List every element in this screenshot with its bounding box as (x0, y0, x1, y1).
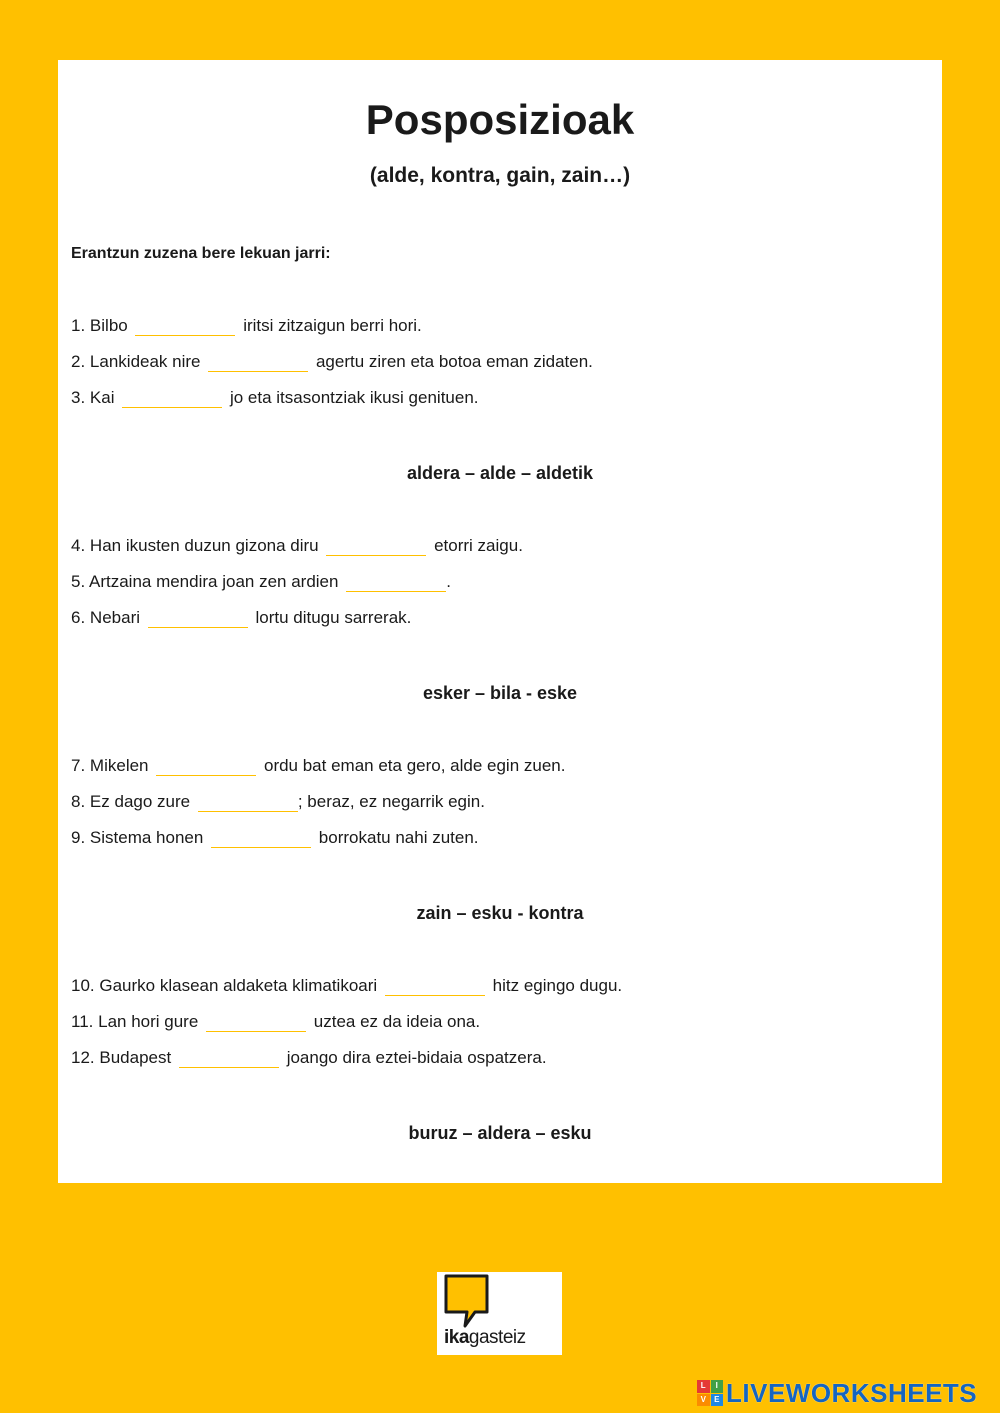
question-item (71, 1011, 480, 1033)
question-text-before: Kai (89, 388, 115, 407)
answer-blank-4[interactable] (326, 539, 426, 556)
question-text-before: Gaurko klasean aldaketa klimatikoari (99, 976, 378, 995)
question-number: 3. (71, 388, 86, 407)
question-text-after: joango dira eztei-bidaia ospatzera. (286, 1048, 547, 1067)
question-text-before: Mikelen (89, 756, 149, 775)
question-text-before: Nebari (89, 608, 141, 627)
worksheet-subtitle: (alde, kontra, gain, zain…) (369, 164, 631, 187)
question-text-before: Ez dago zure (89, 792, 191, 811)
question-item (71, 755, 565, 777)
question-item (71, 535, 523, 557)
answer-blank-2[interactable] (208, 355, 308, 372)
question-text-before: Sistema honen (89, 828, 204, 847)
question-text-before: Artzaina mendira joan zen ardien (88, 572, 339, 591)
answer-blank-3[interactable] (122, 391, 222, 408)
question-text-after: jo eta itsasontziak ikusi genituen. (229, 388, 479, 407)
answer-blank-7[interactable] (156, 759, 256, 776)
answer-blank-1[interactable] (135, 319, 235, 336)
question-text-after: hitz egingo dugu. (492, 976, 623, 995)
answer-blank-9[interactable] (211, 831, 311, 848)
question-text-after: iritsi zitzaigun berri hori. (243, 316, 422, 335)
question-text-after: agertu ziren eta botoa eman zidaten. (315, 352, 593, 371)
question-number: 11. (71, 1012, 94, 1031)
question-text-before: Budapest (99, 1048, 172, 1067)
option-group-1: aldera – alde – aldetik (406, 463, 594, 483)
question-text-after: ordu bat eman eta gero, alde egin zuen. (263, 756, 566, 775)
question-number: 1. (71, 316, 86, 335)
question-number: 2. (71, 352, 86, 371)
watermark-text: LIVEWORKSHEETS (726, 1378, 978, 1408)
question-item (71, 1047, 547, 1069)
question-number: 7. (71, 756, 86, 775)
question-number: 5. (71, 572, 86, 591)
badge-letter: I (711, 1380, 724, 1393)
logo-wordmark (444, 1327, 526, 1349)
question-text-after: . (446, 572, 451, 591)
badge-letter: L (697, 1380, 710, 1393)
question-text-before: Han ikusten duzun gizona diru (89, 536, 319, 555)
answer-blank-11[interactable] (206, 1015, 306, 1032)
logo-text-light: gasteiz (468, 1327, 526, 1348)
question-text-before: Lan hori gure (98, 1012, 199, 1031)
question-item (71, 571, 451, 593)
question-item (71, 315, 422, 337)
logo-text-bold: ika (444, 1327, 469, 1348)
question-text-after: lortu ditugu sarrerak. (255, 608, 412, 627)
option-group-4: buruz – aldera – esku (408, 1123, 592, 1143)
question-number: 8. (71, 792, 86, 811)
speech-bubble-icon (437, 1272, 562, 1332)
instruction-text: Erantzun zuzena bere lekuan jarri: (71, 245, 331, 262)
question-item (71, 351, 593, 373)
question-text-before: Lankideak nire (89, 352, 201, 371)
answer-blank-5[interactable] (346, 575, 446, 592)
worksheet-title: Posposizioak (365, 96, 635, 143)
liveworksheets-watermark (697, 1378, 977, 1408)
answer-blank-8[interactable] (198, 795, 298, 812)
question-text-after: borrokatu nahi zuten. (318, 828, 479, 847)
option-group-2: esker – bila - eske (422, 683, 578, 703)
question-number: 12. (71, 1048, 95, 1067)
question-item (71, 387, 479, 409)
question-text-after: ; beraz, ez negarrik egin. (297, 792, 485, 811)
ikagasteiz-logo (437, 1272, 562, 1355)
question-item (71, 975, 622, 997)
question-item (71, 791, 485, 813)
question-text-before: Bilbo (89, 316, 128, 335)
answer-blank-12[interactable] (179, 1051, 279, 1068)
badge-letter: V (697, 1394, 710, 1407)
question-number: 6. (71, 608, 86, 627)
question-number: 9. (71, 828, 86, 847)
live-badge-icon (697, 1380, 723, 1406)
option-group-3: zain – esku - kontra (416, 903, 584, 923)
badge-letter: E (711, 1394, 724, 1407)
answer-blank-10[interactable] (385, 979, 485, 996)
question-text-after: uztea ez da ideia ona. (313, 1012, 481, 1031)
question-number: 10. (71, 976, 95, 995)
question-item (71, 607, 411, 629)
question-number: 4. (71, 536, 86, 555)
question-text-after: etorri zaigu. (434, 536, 523, 555)
question-item (71, 827, 479, 849)
answer-blank-6[interactable] (148, 611, 248, 628)
